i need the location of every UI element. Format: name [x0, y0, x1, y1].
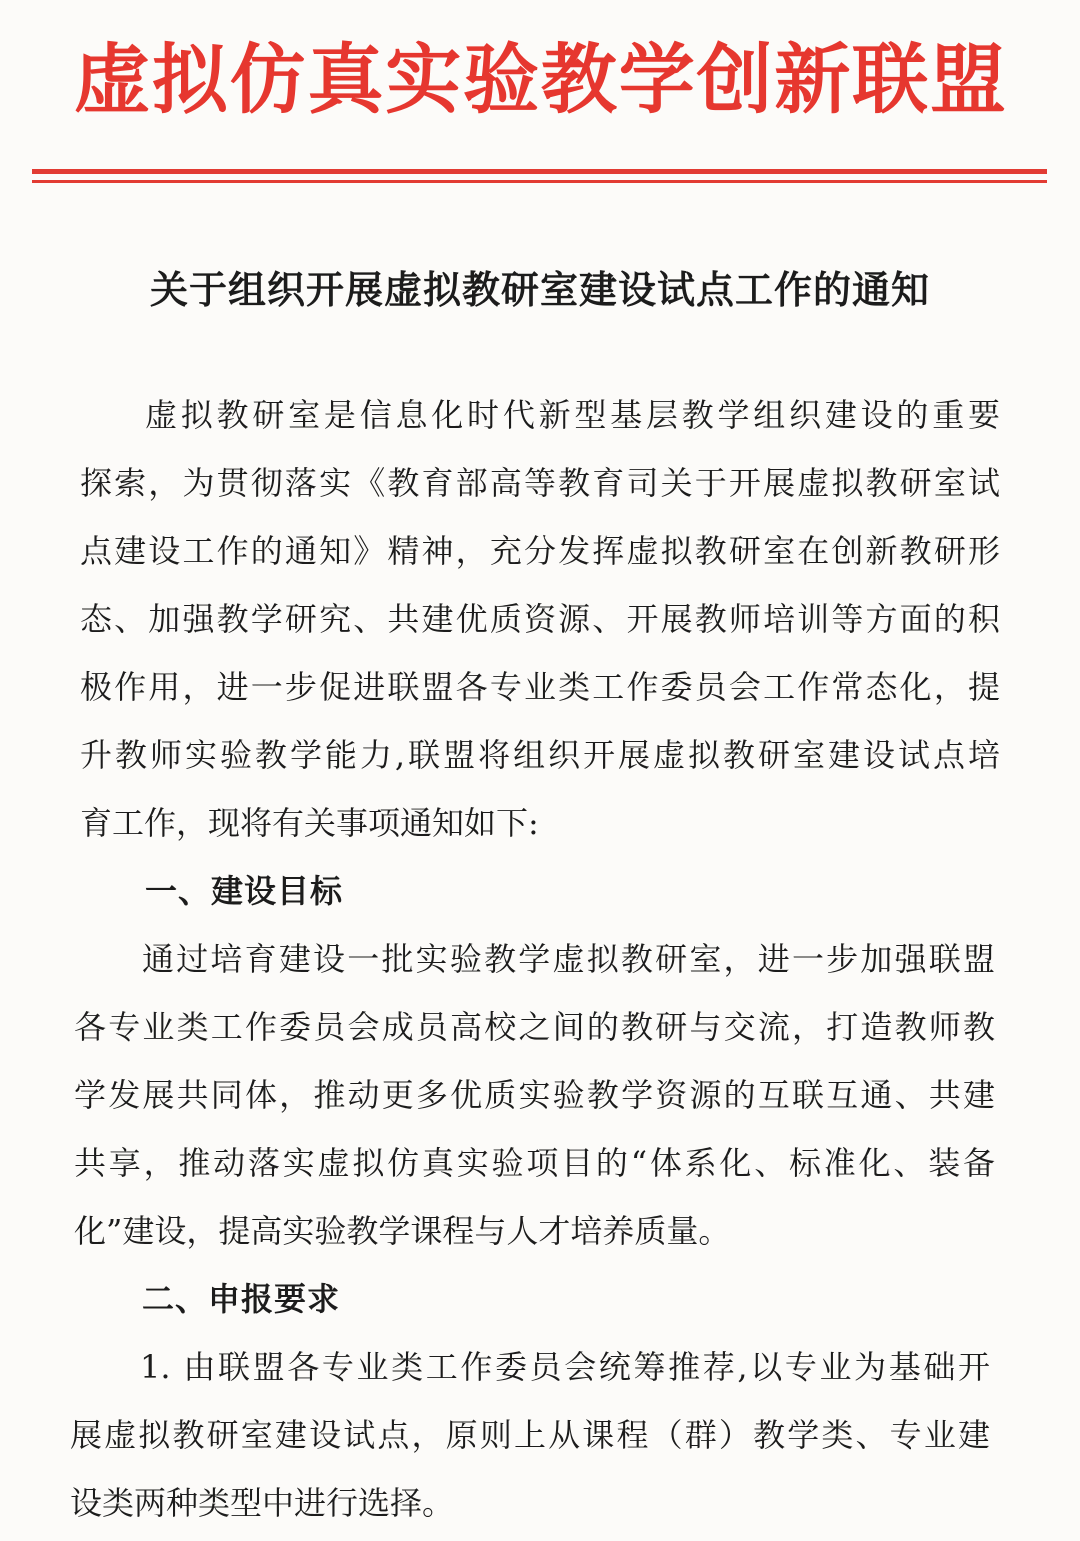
paragraph-line: 化”建设，提高实验教学课程与人才培养质量。	[74, 1212, 731, 1250]
intro-paragraph	[80, 381, 1000, 857]
paragraph-line: 育工作，现将有关事项通知如下:	[80, 804, 539, 842]
paragraph-line: 各专业类工作委员会成员高校之间的教研与交流，打造教师教	[74, 1008, 995, 1046]
paragraph-line: 设类两种类型中进行选择。	[70, 1484, 455, 1522]
paragraph-line: 通过培育建设一批实验教学虚拟教研室，进一步加强联盟	[142, 940, 995, 978]
section-heading-goals: 一、建设目标	[145, 872, 344, 910]
paragraph-line: 展虚拟教研室建设试点，原则上从课程（群）教学类、专业建	[70, 1416, 990, 1454]
paragraph-line: 共享，推动落实虚拟仿真实验项目的“体系化、标准化、装备	[74, 1144, 995, 1182]
goals-paragraph	[74, 925, 995, 1265]
paragraph-line: 学发展共同体，推动更多优质实验教学资源的互联互通、共建	[74, 1076, 995, 1114]
paragraph-line: 极作用，进一步促进联盟各专业类工作委员会工作常态化，提	[80, 668, 1000, 706]
paragraph-line: 态、加强教学研究、共建优质资源、开展教师培训等方面的积	[80, 600, 1000, 638]
letterhead-org-name: 虚拟仿真实验教学创新联盟	[74, 35, 1006, 124]
notice-title: 关于组织开展虚拟教研室建设试点工作的通知	[149, 268, 930, 312]
section-heading-requirements: 二、申报要求	[142, 1280, 341, 1318]
letterhead-rule-thick	[32, 169, 1047, 174]
paragraph-line: 1. 由联盟各专业类工作委员会统筹推荐,以专业为基础开	[140, 1348, 990, 1386]
notice-body	[0, 381, 1080, 1537]
paragraph-line: 点建设工作的通知》精神，充分发挥虚拟教研室在创新教研形	[80, 532, 1000, 570]
paragraph-line: 探索，为贯彻落实《教育部高等教育司关于开展虚拟教研室试	[80, 464, 1000, 502]
letterhead-rule-thin	[32, 180, 1047, 183]
requirements-item-1	[70, 1333, 990, 1537]
paragraph-line: 升教师实验教学能力,联盟将组织开展虚拟教研室建设试点培	[80, 736, 1000, 774]
paragraph-line: 虚拟教研室是信息化时代新型基层教学组织建设的重要	[145, 396, 1000, 434]
